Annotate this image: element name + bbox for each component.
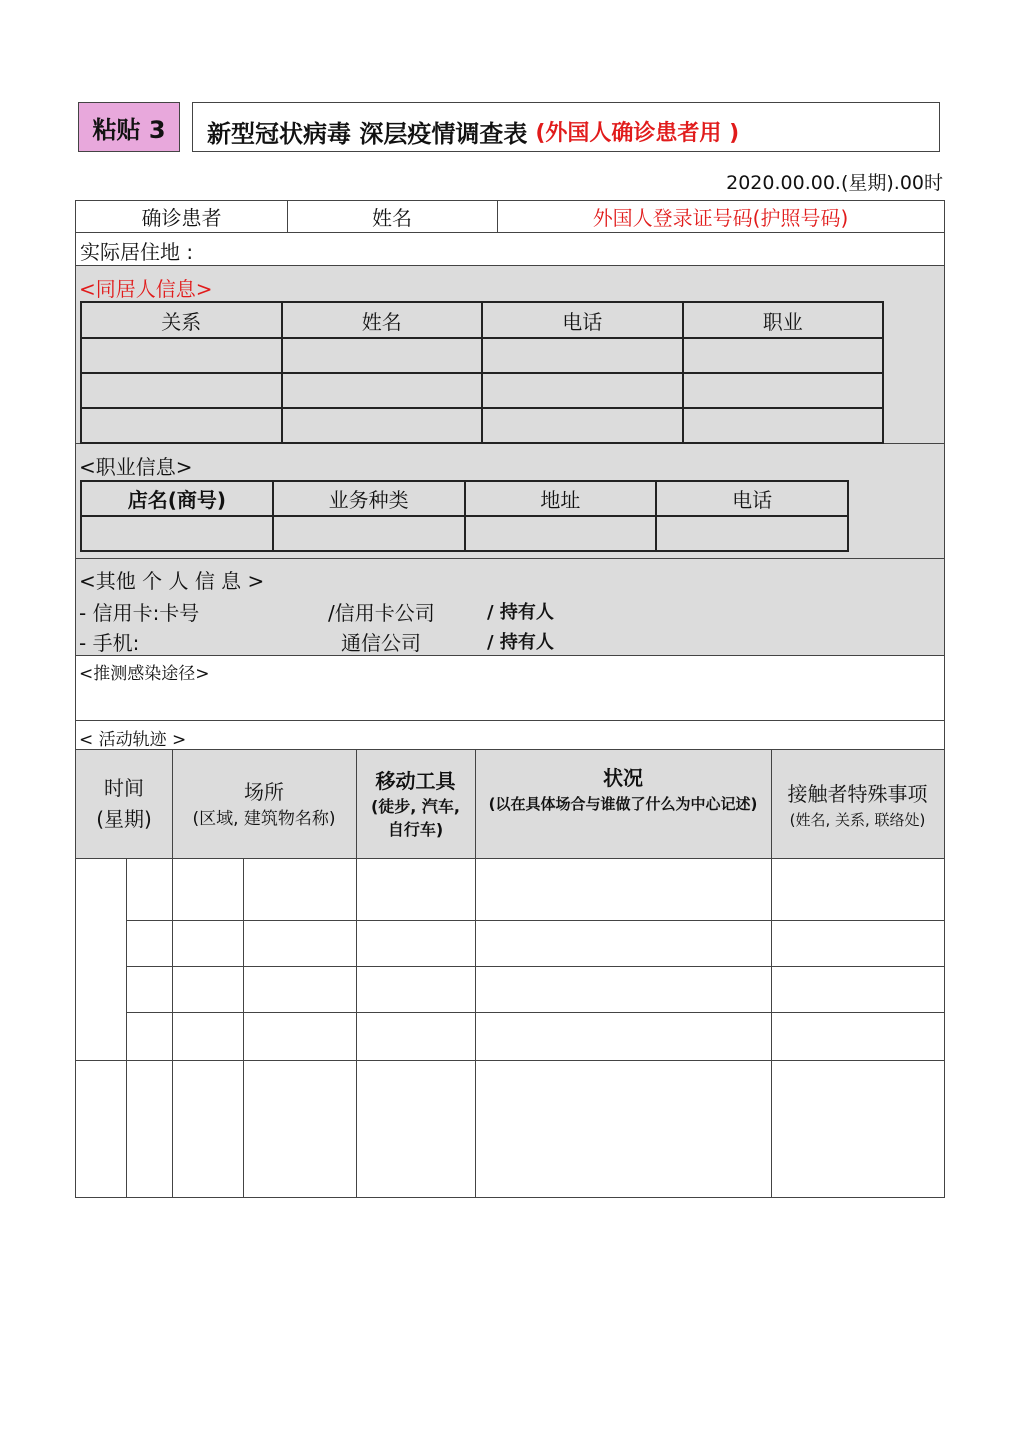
header-place-label: 场所 bbox=[244, 780, 284, 805]
table-cell[interactable] bbox=[482, 408, 683, 443]
phone-company-label: 通信公司 bbox=[341, 631, 421, 655]
table-cell[interactable] bbox=[683, 338, 884, 373]
cohabitant-header-phone: 电话 bbox=[482, 302, 683, 338]
header-transport-sub2: 自行车) bbox=[387, 819, 444, 839]
table-cell[interactable] bbox=[683, 408, 884, 443]
occupation-header-shop: 店名(商号) bbox=[81, 481, 273, 516]
header-contact bbox=[771, 750, 944, 858]
phone-label: - 手机: bbox=[79, 631, 140, 655]
address-label: 实际居住地 : bbox=[80, 240, 194, 264]
table-cell[interactable] bbox=[482, 373, 683, 408]
date-line: 2020.00.00.(星期).00时 bbox=[726, 172, 943, 194]
form-subtitle: (外国人确诊患者用 ) bbox=[535, 120, 740, 146]
activity-title: < 活动轨迹 > bbox=[79, 730, 187, 750]
occupation-title: <职业信息> bbox=[79, 455, 193, 479]
table-cell[interactable] bbox=[482, 338, 683, 373]
patient-name-label: 姓名 bbox=[372, 205, 412, 230]
occupation-table bbox=[80, 480, 849, 552]
header-time-sub: (星期) bbox=[96, 807, 152, 831]
form-title: 新型冠状病毒 深层疫情调查表 bbox=[207, 119, 528, 148]
cohabitant-header-relation: 关系 bbox=[81, 302, 282, 338]
header-status-sub: (以在具体场合与谁做了什么为中心记述) bbox=[488, 795, 758, 813]
header-status bbox=[475, 750, 771, 858]
patient-id-label: 外国人登录证号码(护照号码) bbox=[592, 205, 849, 230]
patient-label: 确诊患者 bbox=[141, 205, 222, 230]
table-cell[interactable] bbox=[656, 516, 848, 551]
table-cell[interactable] bbox=[282, 373, 483, 408]
header-time bbox=[76, 750, 172, 858]
table-cell[interactable] bbox=[465, 516, 657, 551]
header-transport-sub1: (徒步, 汽车, bbox=[370, 797, 461, 817]
title-box bbox=[192, 102, 940, 152]
occupation-header-business: 业务种类 bbox=[273, 481, 465, 516]
credit-holder-label: / 持有人 bbox=[487, 602, 554, 623]
cohabitants-table bbox=[80, 301, 884, 444]
header-time-label: 时间 bbox=[104, 776, 144, 800]
cohabitant-header-job: 职业 bbox=[683, 302, 884, 338]
table-cell[interactable] bbox=[282, 338, 483, 373]
other-info-title: <其他 个 人 信 息 > bbox=[79, 569, 265, 593]
infection-title: <推测感染途径> bbox=[79, 664, 210, 684]
header-place-sub: (区域, 建筑物名称) bbox=[192, 809, 336, 830]
cohabitants-title: <同居人信息> bbox=[79, 277, 213, 301]
occupation-header-address: 地址 bbox=[465, 481, 657, 516]
header-transport bbox=[356, 750, 475, 858]
table-cell[interactable] bbox=[81, 338, 282, 373]
table-cell[interactable] bbox=[81, 373, 282, 408]
header-transport-label: 移动工具 bbox=[375, 769, 456, 794]
table-cell[interactable] bbox=[282, 408, 483, 443]
credit-card-label: - 信用卡:卡号 bbox=[79, 601, 200, 625]
attachment-tag: 粘贴 3 bbox=[78, 102, 180, 152]
header-contact-sub: (姓名, 关系, 联络处) bbox=[789, 810, 926, 829]
header-status-label: 状况 bbox=[603, 766, 643, 790]
cohabitant-header-name: 姓名 bbox=[282, 302, 483, 338]
table-cell[interactable] bbox=[683, 373, 884, 408]
table-cell[interactable] bbox=[273, 516, 465, 551]
table-cell[interactable] bbox=[81, 408, 282, 443]
occupation-header-phone: 电话 bbox=[656, 481, 848, 516]
credit-company-label: /信用卡公司 bbox=[328, 601, 435, 625]
header-place bbox=[172, 750, 356, 858]
phone-holder-label: / 持有人 bbox=[487, 632, 554, 653]
header-contact-label: 接触者特殊事项 bbox=[787, 781, 928, 806]
table-cell[interactable] bbox=[81, 516, 273, 551]
